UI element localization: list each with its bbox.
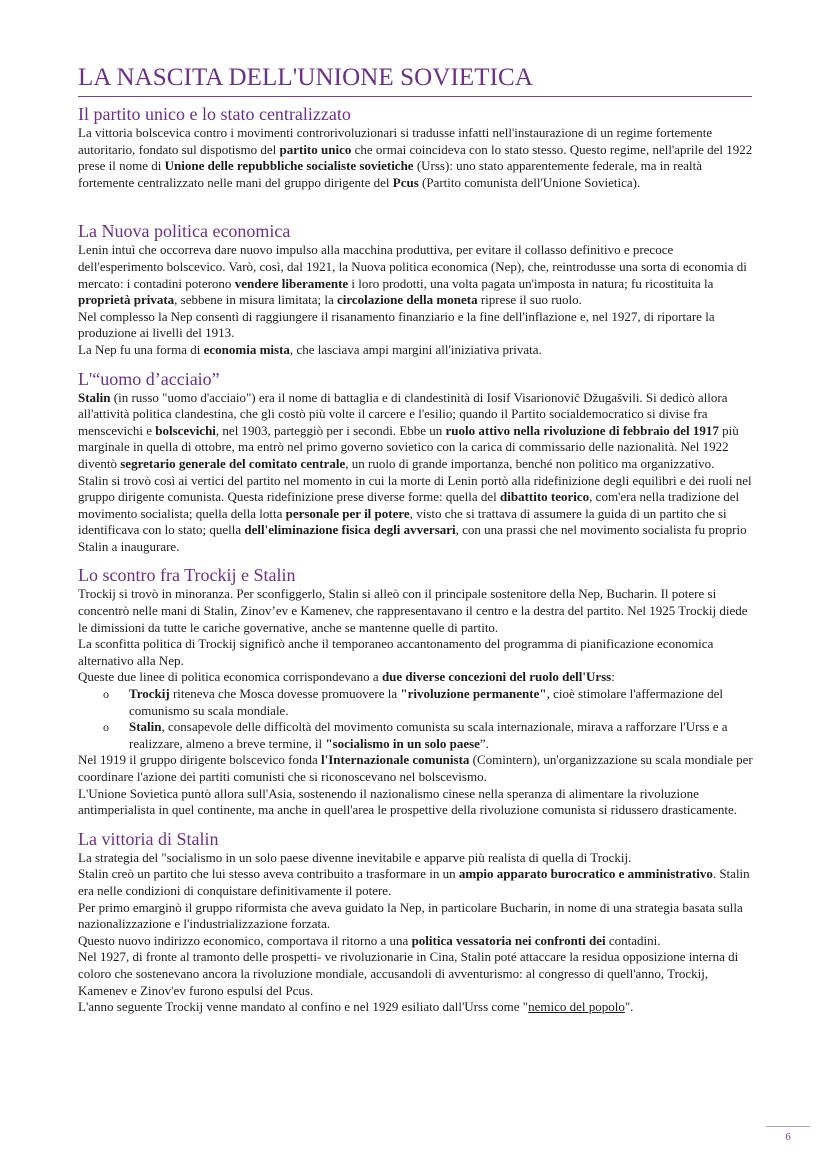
bullet-list	[78, 686, 754, 752]
paragraph: Queste due linee di politica economica corrispondevano a due diverse concezioni del ruolo dell'Urss:	[78, 669, 615, 685]
nemico-del-popolo-underlined: nemico del popolo	[528, 999, 625, 1015]
list-item: o Trockij riteneva che Mosca dovesse promuovere la "rivoluzione permanente", cioè stimolare l'affermazione del comunismo su scala mondiale.	[103, 686, 724, 718]
section-heading-scontro: Lo scontro fra Trockij e Stalin	[78, 565, 296, 586]
paragraph: Stalin creò un partito che lui stesso aveva contribuito a trasformare in un ampio apparato burocratico e amministrativo. Stalin era nelle condizioni di conquistare definitivamente il potere.	[78, 866, 750, 898]
paragraph: L'anno seguente Trockij venne mandato al confino e nel 1929 esiliato dall'Urss come "nemico del popolo".	[78, 999, 634, 1015]
paragraph: Nel 1927, di fronte al tramonto delle prospetti- ve rivoluzionarie in Cina, Stalin poté attaccare la residua opposizione interna di coloro che sostenevano ancora la rivoluzione mondiale, accusandoli di avventurismo: al congresso di quell'anno, Trockij, Kamenev e Zinov'ev furono espulsi del Pcus.	[78, 949, 739, 998]
paragraph: La strategia del "socialismo in un solo paese divenne inevitabile e apparve più realista di quella di Trockij.	[78, 849, 632, 865]
paragraph: Nel complesso la Nep consentì di raggiungere il risanamento finanziario e la fine dell'inflazione e, nel 1927, di riportare la produzione ai livelli del 1913.	[78, 308, 715, 341]
paragraph: Stalin (in russo "uomo d'acciaio") era il nome di battaglia e di clandestinità di Iosif Visarionovič Džugašvili. Si dedicò allora all'attività politica clandestina, che gli costò più volte il carcere e l'esilio; quando il Partito socialdemocratico si divise fra menscevichi e bolscevichi, nel 1903, parteggiò per i secondi. Ebbe un ruolo attivo nella rivoluzione di febbraio del 1917 più marginale in quella di ottobre, ma entrò nel primo governo sovietico con la carica di commissario delle nazionalità. Nel 1922 diventò segretario generale del comitato centrale, un ruolo di grande importanza, benché non politico ma organizzativo.	[78, 389, 739, 471]
paragraph: L'Unione Sovietica puntò allora sull'Asia, sostenendo il nazionalismo cinese nella speranza di alimentare la rivoluzione antimperialista in quel continente, ma anche in quell'area le prospettive della rivoluzione comunista si ridussero drasticamente.	[78, 785, 737, 818]
paragraph: Questo nuovo indirizzo economico, comportava il ritorno a una politica vessatoria nei confronti dei contadini.	[78, 932, 661, 948]
section-heading-nep: La Nuova politica economica	[78, 221, 291, 242]
paragraph: La vittoria bolscevica contro i movimenti controrivoluzionari si tradusse infatti nell'instaurazione di un regime fortemente autoritario, fondato sul dispotismo del partito unico che ormai coincideva con lo stato stesso. Questo regime, nell'aprile del 1922 prese il nome di Unione delle repubbliche socialiste sovietiche (Urss): uno stato apparentemente federale, ma in realtà fortemente centralizzato nelle mani del gruppo dirigente del Pcus (Partito comunista dell'Unione Sovietica).	[78, 125, 753, 190]
paragraph: La Nep fu una forma di economia mista, che lasciava ampi margini all'iniziativa privata.	[78, 341, 542, 357]
list-item: o Stalin, consapevole delle difficoltà del movimento comunista su scala internazionale, mirava a rafforzare l'Urss e a realizzare, almeno a breve termine, il "socialismo in un solo paese”.	[103, 719, 728, 751]
paragraph: Nel 1919 il gruppo dirigente bolscevico fonda l'Internazionale comunista (Comintern), un'organizzazione su scala mondiale per coordinare l'azione dei partiti comunisti che si riconoscevano nel bolscevismo.	[78, 752, 753, 784]
section-heading-partito-unico: Il partito unico e lo stato centralizzato	[78, 104, 351, 124]
page-body	[78, 62, 754, 1016]
paragraph: La sconfitta politica di Trockij significò anche il temporaneo accantonamento del programma di pianificazione economica alternativo alla Nep.	[78, 636, 714, 668]
section-heading-uomo-acciaio: L'“uomo d’acciaio”	[78, 368, 220, 389]
section-heading-vittoria: La vittoria di Stalin	[78, 828, 219, 849]
paragraph: Per primo emarginò il gruppo riformista che aveva guidato la Nep, in particolare Bucharin, in nome di una strategia basata sulla nazionalizzazione e l'industrializzazione forzata.	[78, 899, 743, 932]
footer-rule	[766, 1126, 810, 1127]
paragraph: Stalin si trovò così ai vertici del partito nel momento in cui la morte di Lenin portò alla ridefinizione degli equilibri e dei ruoli nel gruppo dirigente comunista. Questa ridefinizione prese diverse forme: quella del dibattito teorico, com'era nella tradizione del movimento socialista; quella della lotta personale per il potere, visto che si trattava di assumere la guida di un partito che si identificava con lo stato; quella dell'eliminazione fisica degli avversari, con una prassi che nel movimento socialista fu proprio Stalin a inaugurare.	[78, 472, 752, 554]
title-rule	[78, 96, 752, 97]
bullet-circle-icon: o	[103, 720, 109, 735]
paragraph: Lenin intuì che occorreva dare nuovo impulso alla macchina produttiva, per evitare il collasso definitivo e precoce dell'esperimento bolscevico. Varò, così, dal 1921, la Nuova politica economica (Nep), che, reintrodusse una sorta di economia di mercato: i contadini poterono vendere liberamente i loro prodotti, una volta pagata un'imposta in natura; fu ricostituita la proprietà privata, sebbene in misura limitata; la circolazione della moneta riprese il suo ruolo.	[78, 242, 747, 308]
paragraph: Trockij si trovò in minoranza. Per sconfiggerlo, Stalin si alleò con il principale sostenitore della Nep, Bucharin. Il potere si concentrò nelle mani di Stalin, Zinov’ev e Kamenev, che rappresentavano il centro e la destra del partito. Nel 1925 Trockij diede le dimissioni da tutte le cariche governative, anche se mantenne quelle di partito.	[78, 586, 748, 635]
page-title: LA NASCITA DELL'UNIONE SOVIETICA	[78, 64, 533, 91]
bullet-circle-icon: o	[103, 687, 109, 702]
page-number: 6	[785, 1131, 791, 1143]
